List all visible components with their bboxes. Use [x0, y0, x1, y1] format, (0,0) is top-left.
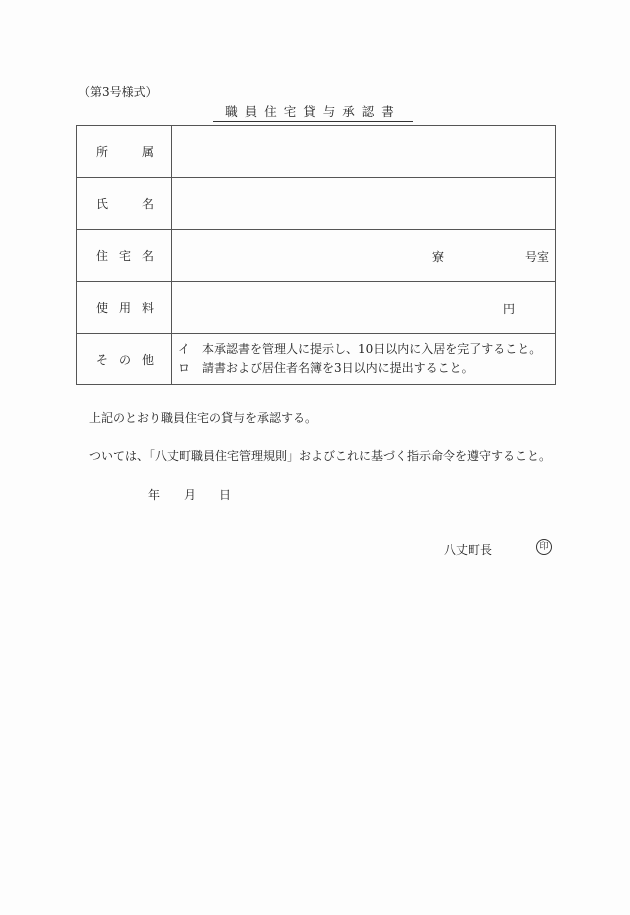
item-mark: ロ — [178, 361, 191, 375]
label-affiliation — [77, 126, 172, 178]
label-char: 料 — [141, 301, 154, 315]
label-other — [77, 334, 172, 385]
issuer-name: 八丈町長 — [444, 543, 493, 557]
row-name — [77, 178, 556, 230]
room-suffix: 号室 — [524, 250, 549, 264]
date-year: 年 — [148, 488, 161, 502]
label-usage-fee — [77, 282, 172, 334]
item-text: 本承認書を管理人に提示し、10日以内に入居を完了すること。 — [202, 342, 542, 356]
label-char: 属 — [141, 145, 154, 159]
label-name — [77, 178, 172, 230]
row-usage-fee — [77, 282, 556, 334]
form-number: （第3号様式） — [78, 85, 158, 99]
label-housing-name — [77, 230, 172, 282]
label-char: そ — [96, 352, 109, 367]
label-char: 他 — [141, 352, 154, 367]
dorm-suffix: 寮 — [432, 250, 445, 264]
date-day: 日 — [219, 488, 232, 502]
label-char: の — [118, 352, 131, 367]
row-other — [77, 334, 556, 385]
approval-statement: 上記のとおり職員住宅の貸与を承認する。 — [89, 411, 318, 425]
housing-name-field[interactable] — [172, 230, 556, 282]
condition-item — [172, 340, 555, 359]
yen-suffix: 円 — [502, 302, 515, 316]
label-char: 住 — [96, 249, 109, 263]
item-mark: イ — [178, 342, 191, 356]
item-text: 請書および居住者名簿を3日以内に提出すること。 — [202, 361, 474, 375]
label-char: 氏 — [96, 197, 109, 211]
compliance-statement: ついては、「八丈町職員住宅管理規則」およびこれに基づく指示命令を遵守すること。 — [89, 449, 552, 463]
label-char: 名 — [141, 249, 154, 263]
row-affiliation — [77, 126, 556, 178]
label-char: 所 — [96, 145, 109, 159]
name-field[interactable] — [172, 178, 556, 230]
label-char: 宅 — [118, 249, 131, 263]
usage-fee-field[interactable] — [172, 282, 556, 334]
label-char: 用 — [118, 301, 131, 315]
other-conditions — [172, 334, 556, 385]
date-month: 月 — [184, 488, 197, 502]
condition-item — [172, 359, 555, 378]
label-char: 使 — [96, 301, 109, 315]
affiliation-field[interactable] — [172, 126, 556, 178]
seal-icon: 印 — [536, 539, 552, 555]
document-title: 職員住宅貸与承認書 — [213, 102, 413, 122]
label-char: 名 — [141, 197, 154, 211]
row-housing-name — [77, 230, 556, 282]
approval-form-table — [76, 125, 556, 385]
